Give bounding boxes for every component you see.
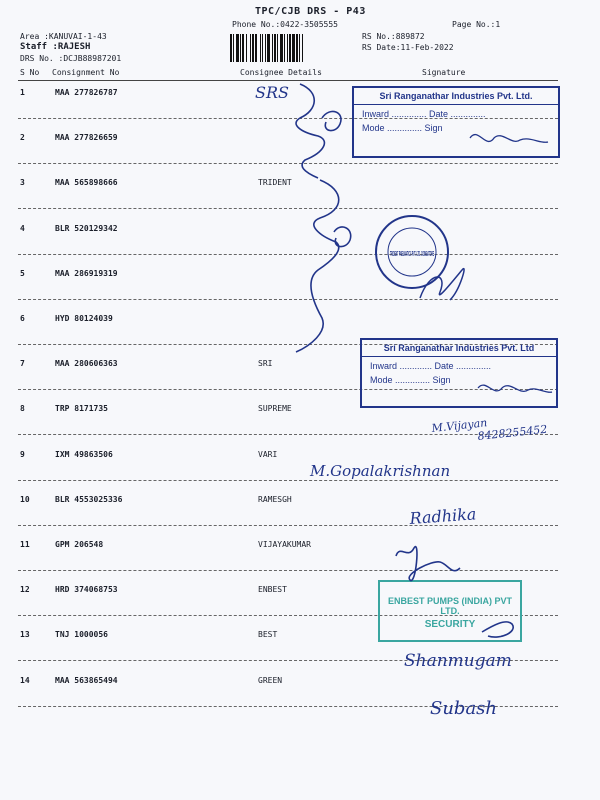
row-sno: 1	[20, 88, 25, 97]
column-header-sno: S No	[20, 68, 40, 77]
row-consignment-no: IXM 49863506	[55, 450, 113, 459]
row-consignment-no: MAA 286919319	[55, 269, 118, 278]
row-consignment-no: BLR 520129342	[55, 224, 118, 233]
header-right-block	[362, 31, 454, 53]
phone-number: Phone No.:0422-3505555	[232, 20, 338, 29]
barcode-bar	[280, 34, 283, 62]
row-consignee: GREEN	[258, 676, 283, 685]
rs-number: RS No.:889872	[362, 32, 425, 41]
handwriting-phone: 8428255452	[476, 422, 548, 443]
row-sno: 11	[20, 540, 30, 549]
row-consignment-no: HRD 374068753	[55, 585, 118, 594]
table-row	[0, 495, 600, 515]
barcode-bar	[252, 34, 254, 62]
table-row	[0, 450, 600, 470]
row-consignment-no: MAA 563865494	[55, 676, 118, 685]
row-divider	[18, 660, 558, 661]
row-consignment-no: TRP 8171735	[55, 404, 108, 413]
barcode-bar	[250, 34, 251, 62]
stamp-mode-line: Mode .............. Sign	[362, 123, 443, 133]
page-number: Page No.:1	[452, 20, 501, 29]
row-divider	[18, 434, 558, 435]
area-label: Area :KANUVAI-1-43	[20, 32, 107, 41]
ranganathan-stamp-1	[352, 86, 560, 158]
barcode-bar	[289, 34, 291, 62]
row-divider	[18, 570, 558, 571]
row-divider	[18, 208, 558, 209]
row-consignment-no: MAA 277826787	[55, 88, 118, 97]
row-sno: 7	[20, 359, 25, 368]
row-divider	[18, 706, 558, 707]
table-row	[0, 314, 600, 334]
row-divider	[18, 525, 558, 526]
row-consignment-no: MAA 280606363	[55, 359, 118, 368]
initial-mark-1	[322, 111, 341, 130]
ranganathan-stamp-2	[360, 338, 558, 408]
row-divider	[18, 254, 558, 255]
column-header-consignment: Consignment No	[52, 68, 120, 77]
barcode-bar	[262, 34, 263, 62]
header-left-block	[20, 31, 121, 64]
row-divider	[18, 163, 558, 164]
row-consignment-no: HYD 80124039	[55, 314, 113, 323]
table-row	[0, 540, 600, 560]
handwriting-srs: SRS	[255, 83, 289, 102]
barcode-bar	[236, 34, 239, 62]
barcode-bar	[265, 34, 266, 62]
barcode-bar	[272, 34, 273, 62]
barcode-bar	[277, 34, 278, 62]
barcode-bar	[240, 34, 241, 62]
enbest-security-stamp	[378, 580, 522, 642]
barcode-bar	[242, 34, 244, 62]
row-consignee: ENBEST	[258, 585, 287, 594]
row-sno: 6	[20, 314, 25, 323]
table-row	[0, 269, 600, 289]
handwriting-radhika: Radhika	[408, 504, 477, 528]
stamp-inward-line: Inward ............. Date ..............	[370, 361, 492, 371]
table-row	[0, 178, 600, 198]
row-sno: 12	[20, 585, 30, 594]
stamp-inward-line: Inward .............. Date ..............	[362, 109, 486, 119]
barcode-bar	[230, 34, 232, 62]
row-sno: 5	[20, 269, 25, 278]
table-row	[0, 676, 600, 696]
barcode-bar	[246, 34, 247, 62]
staff-label: Staff :RAJESH	[20, 42, 91, 52]
column-header-consignee: Consignee Details	[240, 68, 322, 77]
sheet-title: TPC/CJB DRS - P43	[255, 6, 366, 17]
barcode-bar	[287, 34, 288, 62]
stamp-title: Sri Ranganathar Industries Pvt. Ltd.	[354, 88, 558, 105]
row-sno: 10	[20, 495, 30, 504]
barcode-bar	[274, 34, 276, 62]
row-divider	[18, 480, 558, 481]
column-header-signature: Signature	[422, 68, 466, 77]
handwriting-gopalakrishnan: M.Gopalakrishnan	[310, 462, 451, 480]
row-sno: 3	[20, 178, 25, 187]
row-sno: 8	[20, 404, 25, 413]
barcode-bar	[260, 34, 261, 62]
row-consignment-no: GPM 206548	[55, 540, 104, 549]
barcode-bar	[302, 34, 303, 62]
row-consignee: SUPREME	[258, 404, 292, 413]
row-sno: 13	[20, 630, 30, 639]
row-consignee: RAMESGH	[258, 495, 292, 504]
row-divider	[18, 299, 558, 300]
row-consignee: TRIDENT	[258, 178, 292, 187]
handwriting-shanmugam: Shanmugam	[404, 651, 512, 671]
barcode-bar	[284, 34, 285, 62]
barcode-bar	[255, 34, 257, 62]
table-row	[0, 224, 600, 244]
row-consignee: SRI	[258, 359, 273, 368]
row-consignment-no: BLR 4553025336	[55, 495, 123, 504]
handwriting-subash: Subash	[430, 698, 498, 719]
row-consignee: VARI	[258, 450, 278, 459]
barcode-bar	[233, 34, 234, 62]
row-sno: 9	[20, 450, 25, 459]
barcode-bar	[267, 34, 270, 62]
enbest-stamp-security: SECURITY	[424, 619, 476, 630]
stamp-mode-line: Mode .............. Sign	[370, 375, 451, 385]
stamp-title: Sri Ranganathar Industries Pvt. Ltd	[362, 340, 556, 357]
enbest-stamp-company: ENBEST PUMPS (INDIA) PVT LTD.	[387, 596, 512, 616]
row-sno: 14	[20, 676, 30, 685]
row-consignment-no: TNJ 1000056	[55, 630, 108, 639]
row-consignee: BEST	[258, 630, 278, 639]
barcode-bar	[296, 34, 298, 62]
drs-number: DRS No. :DCJB88987201	[20, 54, 122, 63]
row-consignee: VIJAYAKUMAR	[258, 540, 311, 549]
barcode-bar	[299, 34, 300, 62]
header-rule	[18, 80, 558, 81]
handwriting-vijayan: M.Vijayan	[430, 416, 488, 435]
barcode	[230, 34, 354, 62]
row-consignment-no: MAA 277826659	[55, 133, 118, 142]
row-sno: 4	[20, 224, 25, 233]
row-sno: 2	[20, 133, 25, 142]
barcode-bar	[292, 34, 295, 62]
rs-date: RS Date:11-Feb-2022	[362, 43, 454, 52]
trident-seal-text: TRIDENT PNEUMATICS PVT. LTD. COIMBATORE	[390, 251, 435, 258]
row-consignment-no: MAA 565898666	[55, 178, 118, 187]
